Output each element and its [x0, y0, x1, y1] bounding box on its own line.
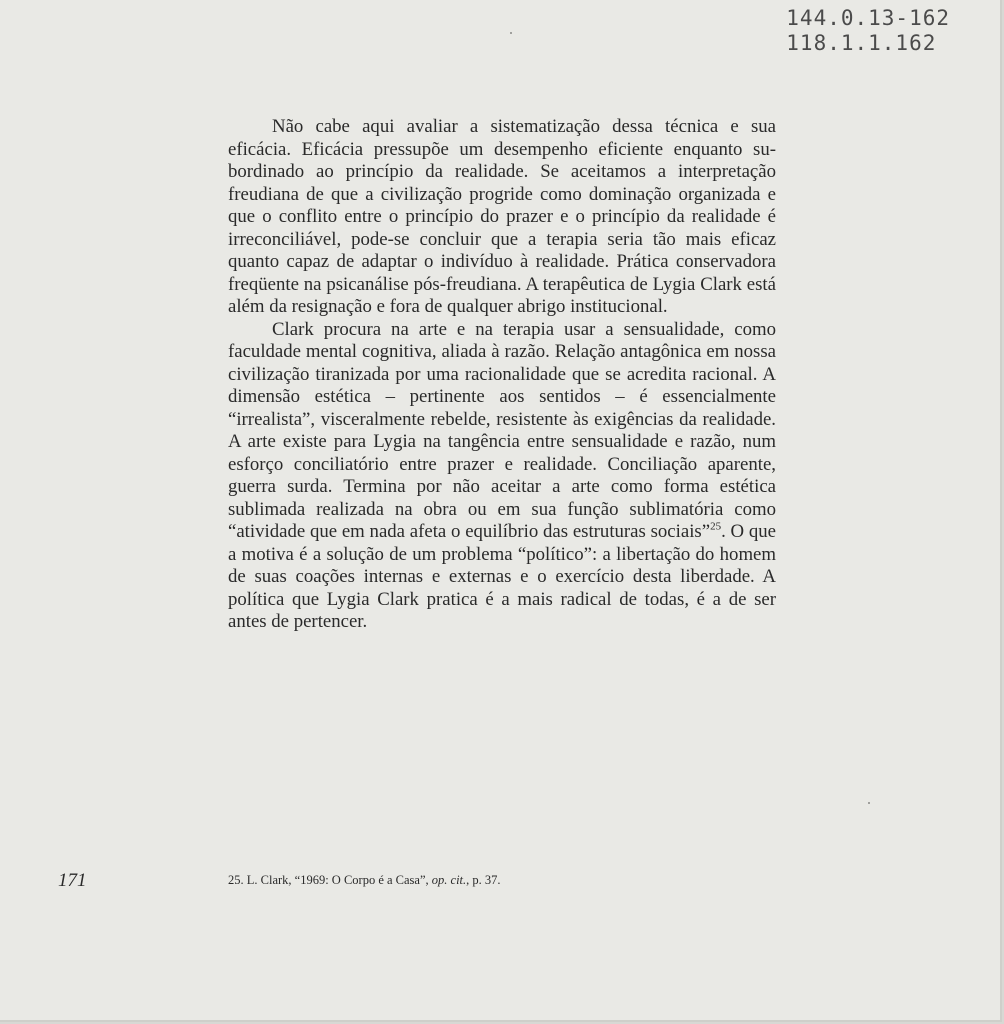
paragraph-2-text-end: . O que a motiva é a solução de um problema “político”: a libertação do homem de suas coações internas e externas e o exercício desta liberdade. A política que Lygia Clark pratica é a mais radical de todas, é a de ser antes de pertencer.	[228, 521, 776, 632]
footnote-number: 25.	[228, 873, 244, 887]
handwritten-catalog-marks	[786, 6, 950, 56]
body-text	[228, 116, 776, 634]
footnote-text-start: L. Clark, “1969: O Corpo é a Casa”,	[243, 873, 432, 887]
paper-speck	[868, 802, 870, 804]
footnote-text-end: , p. 37.	[466, 873, 501, 887]
paragraph-2	[228, 319, 776, 634]
page-number: 171	[58, 870, 87, 891]
catalog-mark-line-2: 118.1.1.162	[786, 31, 937, 55]
footnote	[228, 873, 501, 888]
paragraph-2-text-start: Clark procura na arte e na terapia usar a sensualidade, como faculdade mental cognitiva, aliada à razão. Relação antagônica em nossa civilização tiranizada por uma racionalidade que se acredita racional. A dimensão estética – pertinente aos sentidos – é essencialmente “irrealista”, visceralmente rebelde, resistente às exigências da realidade. A arte existe para Lygia na tangência entre sensualidade e razão, num esforço conciliatório entre prazer e realidade. Conciliação aparente, guerra surda. Termina por não aceitar a arte como forma estética sublimada realizada na obra ou em sua função sublimatória como “atividade que em nada afeta o equilíbrio das estruturas sociais”	[228, 318, 776, 542]
paper-speck	[510, 32, 512, 34]
paragraph-1-text: Não cabe aqui avaliar a sistematização dessa técnica e sua eficácia. Eficácia pressupõe um desempenho eficiente enquanto subordinado ao princípio da realidade. Se aceitamos a interpretação freudiana de que a civilização progride como dominação organizada e que o conflito entre o princípio do prazer e o princípio da realidade é irreconciliável, pode-se concluir que a terapia seria tão mais eficaz quanto capaz de adaptar o indivíduo à realidade. Prática conservadora freqüente na psicanálise pós-freudiana. A terapêutica de Lygia Clark está além da resignação e fora de qualquer abrigo institucional.	[228, 116, 776, 317]
catalog-mark-line-1: 144.0.13-162	[786, 6, 950, 30]
footnote-italic-citation: op. cit.	[431, 873, 467, 887]
footnote-reference: 25	[710, 520, 722, 533]
paragraph-1	[228, 116, 776, 319]
